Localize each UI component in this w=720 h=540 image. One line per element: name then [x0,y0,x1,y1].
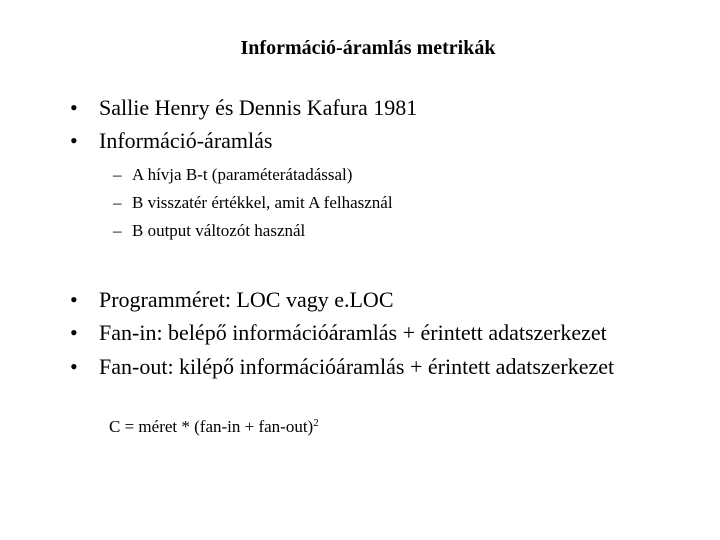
bullet-text: Sallie Henry és Dennis Kafura 1981 [99,95,418,120]
dash-icon: – [113,165,122,184]
bullet-icon: • [70,128,78,153]
sub-item-text: B visszatér értékkel, amit A felhasznál [132,193,393,212]
bullet-text: Fan-in: belépő információáramlás + érintett adatszerkezet [99,320,607,345]
sub-item-text: B output változót használ [132,221,306,240]
bullet-item-information-flow [70,128,272,154]
bullet-item-fan-in [70,320,607,346]
complexity-formula [109,416,319,440]
bullet-icon: • [70,354,78,379]
bullet-item-authors [70,95,417,121]
formula-exponent: 2 [313,417,319,429]
sub-item-calls-b [113,165,352,185]
bullet-item-fan-out [70,354,614,380]
slide-title: Információ-áramlás metrikák [240,37,496,59]
bullet-icon: • [70,95,78,120]
bullet-icon: • [70,287,78,312]
bullet-text: Információ-áramlás [99,128,273,153]
bullet-item-program-size [70,287,394,313]
bullet-icon: • [70,320,78,345]
sub-item-text: A hívja B-t (paraméterátadással) [132,165,353,184]
bullet-text: Programméret: LOC vagy e.LOC [99,287,394,312]
bullet-text: Fan-out: kilépő információáramlás + érintett adatszerkezet [99,354,615,379]
sub-item-returns-value [113,193,393,213]
dash-icon: – [113,193,122,212]
formula-text: C = méret * (fan-in + fan-out) [109,417,314,436]
sub-item-output-variable [113,221,305,241]
dash-icon: – [113,221,122,240]
